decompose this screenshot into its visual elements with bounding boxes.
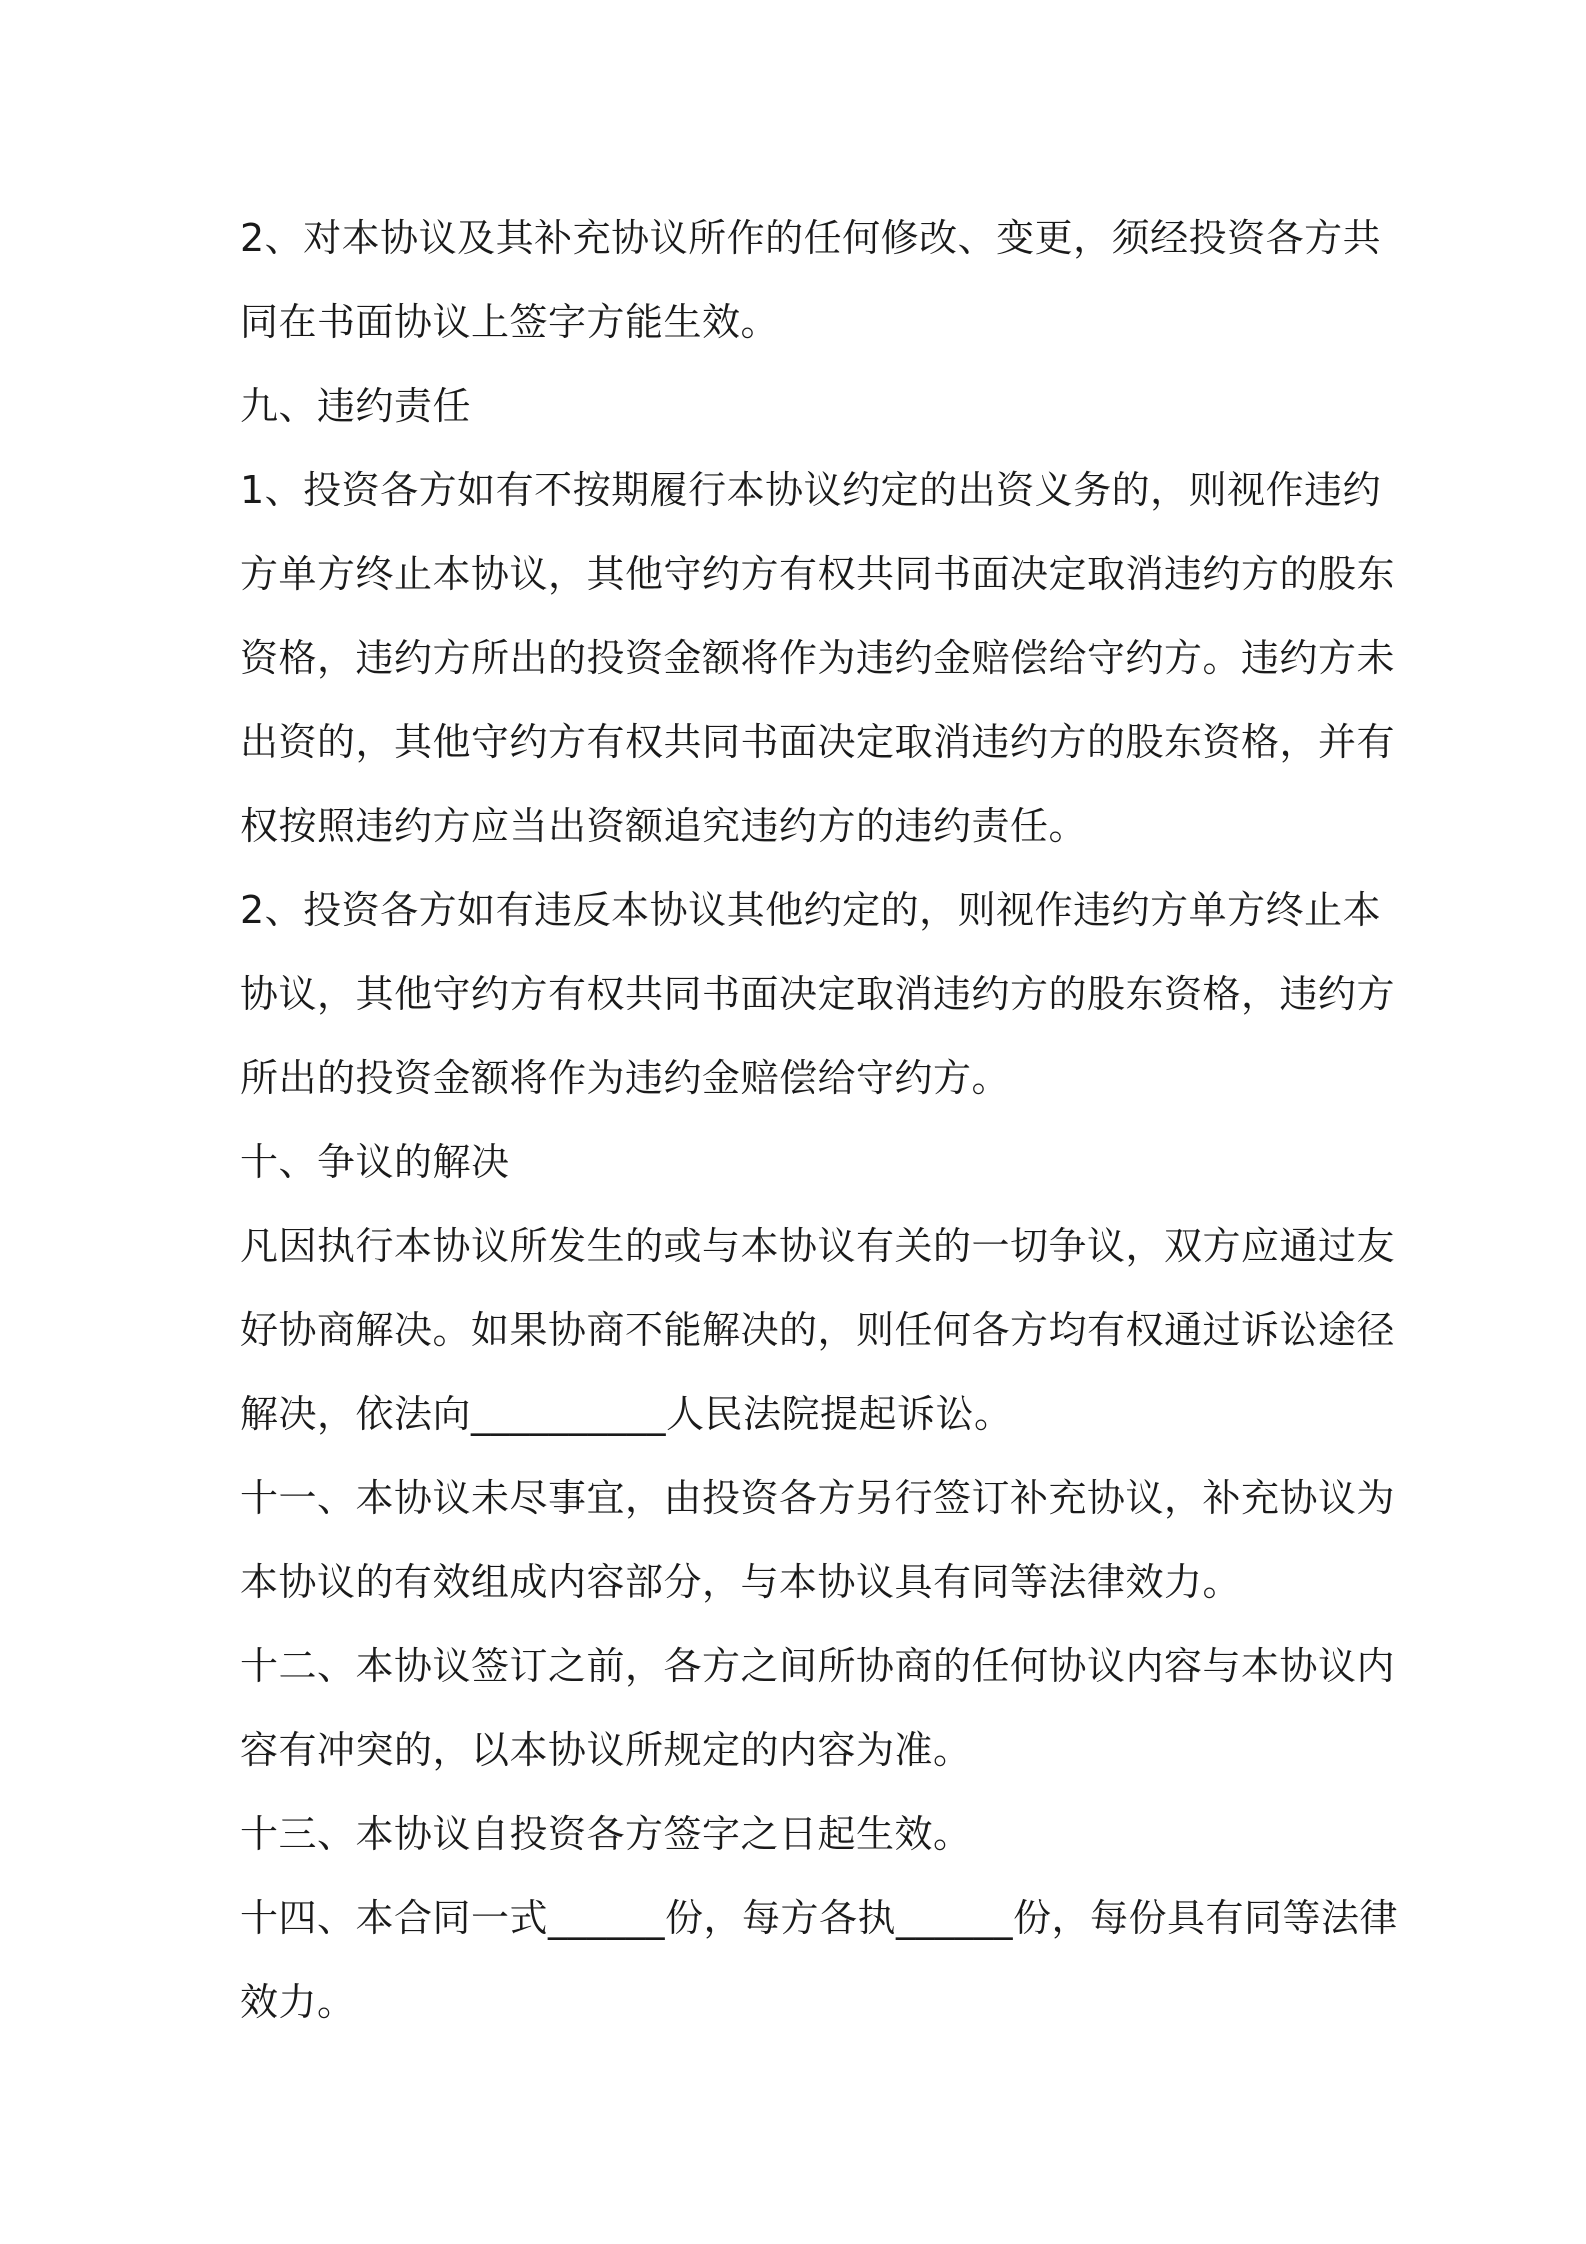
breach-clause-1-line: 方单方终止本协议，其他守约方有权共同书面决定取消违约方的股东 (240, 552, 1396, 596)
clause-11-line: 本协议的有效组成内容部分，与本协议具有同等法律效力。 (240, 1560, 1242, 1604)
amendment-clause-line: 同在书面协议上签字方能生效。 (240, 300, 780, 344)
section-heading-breach: 九、违约责任 (240, 384, 472, 428)
clause-12-line: 十二、本协议签订之前，各方之间所协商的任何协议内容与本协议内 (240, 1644, 1396, 1688)
breach-clause-1-line: 资格，违约方所出的投资金额将作为违约金赔偿给守约方。违约方未 (240, 636, 1396, 680)
clause-14-line: 效力。 (240, 1980, 356, 2024)
clause-11-line: 十一、本协议未尽事宜，由投资各方另行签订补充协议，补充协议为 (240, 1476, 1396, 1520)
breach-clause-2-line: 协议，其他守约方有权共同书面决定取消违约方的股东资格，违约方 (240, 972, 1396, 1016)
breach-clause-1-line: 1、投资各方如有不按期履行本协议约定的出资义务的，则视作违约 (240, 468, 1382, 512)
breach-clause-2-line: 所出的投资金额将作为违约金赔偿给守约方。 (240, 1056, 1011, 1100)
amendment-clause-line: 2、对本协议及其补充协议所作的任何修改、变更，须经投资各方共 (240, 216, 1382, 260)
dispute-clause-line: 凡因执行本协议所发生的或与本协议有关的一切争议，双方应通过友 (240, 1224, 1396, 1268)
clause-12-line: 容有冲突的，以本协议所规定的内容为准。 (240, 1728, 972, 1772)
document-page (240, 196, 1399, 2044)
clause-14-line: 十四、本合同一式______份，每方各执______份，每份具有同等法律 (240, 1896, 1399, 1940)
breach-clause-1-line: 出资的，其他守约方有权共同书面决定取消违约方的股东资格，并有 (240, 720, 1396, 764)
breach-clause-1-line: 权按照违约方应当出资额追究违约方的违约责任。 (240, 804, 1088, 848)
clause-13-line: 十三、本协议自投资各方签字之日起生效。 (240, 1812, 972, 1856)
section-heading-dispute: 十、争议的解决 (240, 1140, 510, 1184)
breach-clause-2-line: 2、投资各方如有违反本协议其他约定的，则视作违约方单方终止本 (240, 888, 1382, 932)
dispute-clause-line: 好协商解决。如果协商不能解决的，则任何各方均有权通过诉讼途径 (240, 1308, 1396, 1352)
dispute-clause-line: 解决，依法向__________人民法院提起诉讼。 (240, 1392, 1013, 1436)
